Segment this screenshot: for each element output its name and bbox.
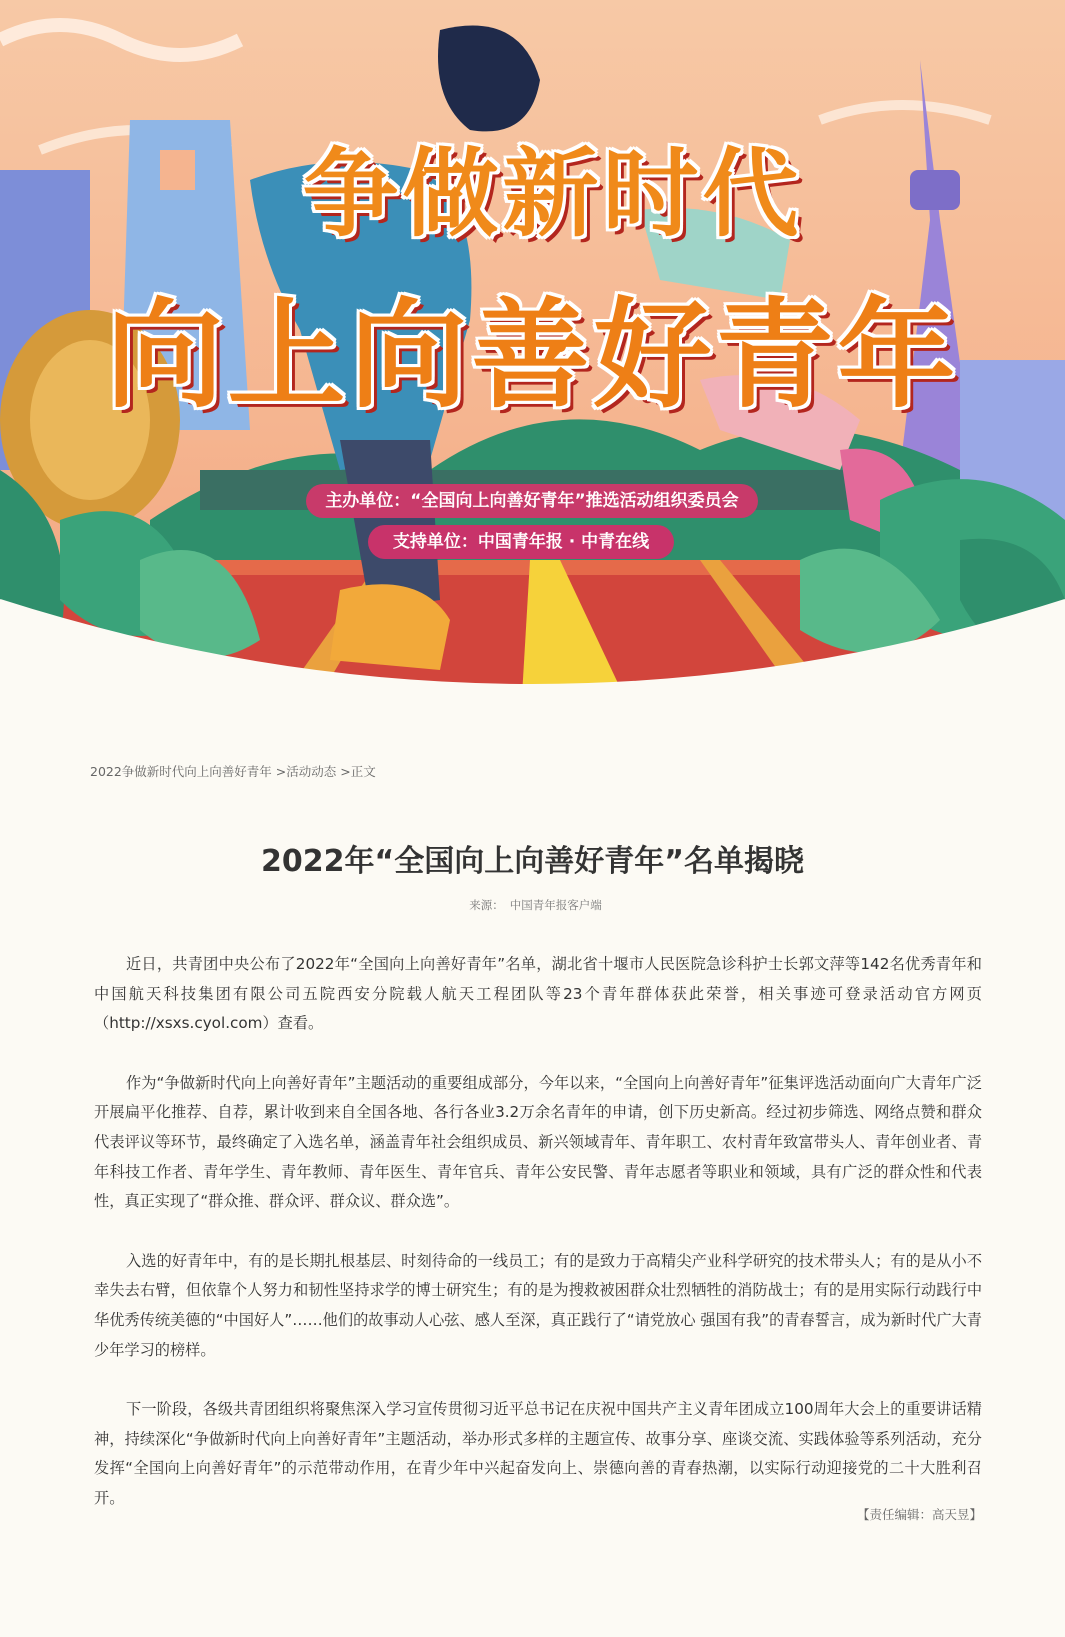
article-source <box>0 897 1065 913</box>
article-title: 2022年“全国向上向善好青年”名单揭晓 <box>261 844 804 879</box>
article-paragraph: 作为“争做新时代向上向善好青年”主题活动的重要组成部分，今年以来，“全国向上向善好青年”征集评选活动面向广大青年广泛开展扁平化推荐、自荐，累计收到来自全国各地、各行各业3.2万余名青年的申请，创下历史新高。经过初步筛选、网络点赞和群众代表评议等环节，最终确定了入选名单，涵盖青年社会组织成员、新兴领域青年、青年职工、农村青年致富带头人、青年创业者、青年科技工作者、青年学生、青年教师、青年医生、青年官兵、青年公安民警、青年志愿者等职业和领域，具有广泛的群众性和代表性，真正实现了“群众推、群众评、群众议、群众选”。 <box>94 1073 982 1211</box>
banner-title-line2: 向上向善好青年 <box>105 286 960 424</box>
support-organizer-badge: 支持单位：中国青年报 · 中青在线 <box>368 525 674 559</box>
breadcrumb <box>90 762 376 780</box>
responsible-editor: 【责任编辑：高天昱】 <box>856 1507 982 1522</box>
breadcrumb-item-current: >正文 <box>340 764 376 779</box>
banner-title-line1: 争做新时代 <box>302 138 803 250</box>
breadcrumb-item-activity[interactable]: >活动动态 <box>275 764 337 779</box>
breadcrumb-item-home[interactable]: 2022争做新时代向上向善好青年 <box>90 764 272 779</box>
hero-banner <box>0 0 1065 730</box>
article-paragraph: 入选的好青年中，有的是长期扎根基层、时刻待命的一线员工；有的是致力于高精尖产业科学研究的技术带头人；有的是从小不幸失去右臂，但依靠个人努力和韧性坚持求学的博士研究生；有的是为搜救被困群众壮烈牺牲的消防战士；有的是用实际行动践行中华优秀传统美德的“中国好人”……他们的故事动人心弦、感人至深，真正践行了“请党放心 强国有我”的青春誓言，成为新时代广大青少年学习的榜样。 <box>94 1251 982 1359</box>
source-label: 来源： <box>469 898 504 912</box>
article-body <box>94 950 982 1544</box>
article-paragraph: 下一阶段，各级共青团组织将聚焦深入学习宣传贯彻习近平总书记在庆祝中国共产主义青年团成立100周年大会上的重要讲话精神，持续深化“争做新时代向上向善好青年”主题活动，举办形式多样的主题宣传、故事分享、座谈交流、实践体验等系列活动，充分发挥“全国向上向善好青年”的示范带动作用，在青少年中兴起奋发向上、崇德向善的青春热潮，以实际行动迎接党的二十大胜利召开。 <box>94 1400 982 1507</box>
host-organizer-badge: 主办单位：“全国向上向善好青年”推选活动组织委员会 <box>306 484 758 518</box>
source-value: 中国青年报客户端 <box>509 898 602 912</box>
article-paragraph: 近日，共青团中央公布了2022年“全国向上向善好青年”名单，湖北省十堰市人民医院急诊科护士长郭文萍等142名优秀青年和中国航天科技集团有限公司五院西安分院载人航天工程团队等23个青年群体获此荣誉，相关事迹可登录活动官方网页（http://xsxs.cyol.com）查看。 <box>94 955 982 1033</box>
